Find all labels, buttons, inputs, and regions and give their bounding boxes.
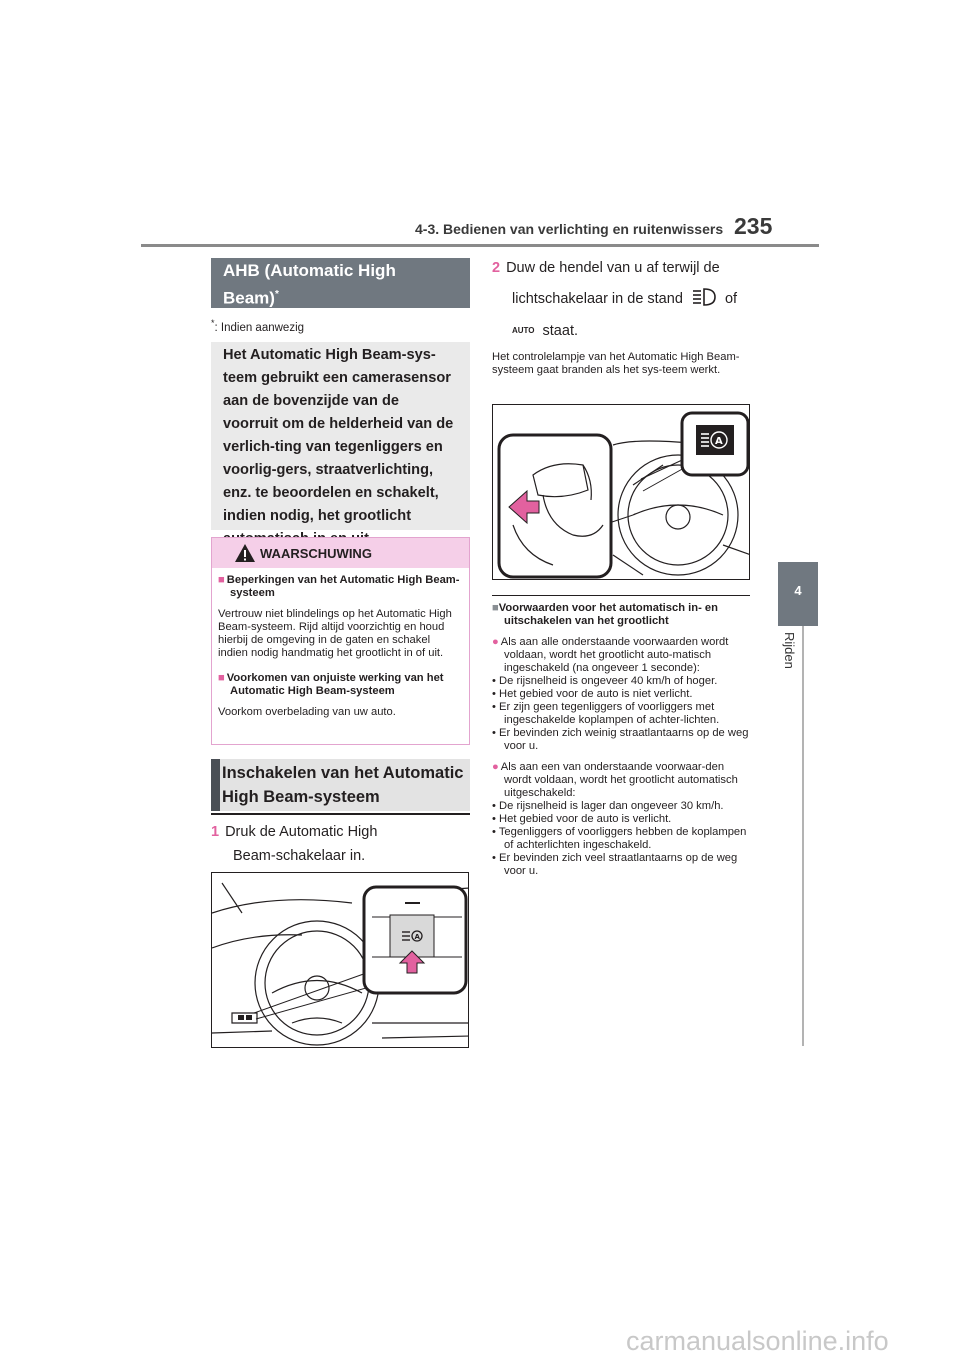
list-item: • Er bevinden zich veel straatlantaarns op de weg voor u. (492, 852, 738, 877)
list-item: • Het gebied voor de auto is niet verlicht. (492, 688, 693, 700)
list-item: • Tegenliggers of voorliggers hebben de koplampen of achterlichten ingeschakeld. (492, 826, 747, 851)
square-bullet-icon: ■ (492, 602, 499, 614)
step-2-line1: Duw de hendel van u af terwijl de (506, 260, 720, 276)
conditions-rule (492, 595, 750, 596)
square-bullet-icon: ■ (218, 672, 225, 684)
side-rule (802, 626, 804, 1046)
footnote-text: : Indien aanwezig (214, 321, 305, 334)
step-2-line3: staat. (542, 323, 578, 339)
ahb-heading (211, 258, 470, 308)
list-item: • Er zijn geen tegenliggers of voorliggers met ingeschakelde koplampen of achter-lichten. (492, 701, 720, 726)
warning-box (211, 537, 470, 745)
figure-ahb-switch (211, 872, 469, 1048)
step-1-number: 1 (211, 824, 220, 840)
page-number: 235 (734, 213, 773, 239)
warning-header (212, 538, 469, 568)
on-intro: ● Als aan alle onderstaande voorwaarden wordt voldaan, wordt het grootlicht auto-matisch ingeschakeld (na ongeveer 1 seconde): (492, 636, 729, 674)
step-2-number: 2 (492, 260, 501, 276)
heading-accent-bar (211, 759, 220, 811)
footnote (211, 318, 304, 334)
list-item: • De rijsnelheid is ongeveer 40 km/h of hoger. (492, 675, 718, 687)
chapter-label: Rijden (782, 632, 797, 669)
list-item: • De rijsnelheid is lager dan ongeveer 30 km/h. (492, 800, 724, 812)
warning-item1-title: ■ Beperkingen van het Automatic High Beam-systeem (218, 574, 460, 599)
off-intro: ● Als aan een van onderstaande voorwaar-den wordt voldaan, wordt het grootlicht automatisch uitgeschakeld: (492, 761, 738, 799)
warning-title: WAARSCHUWING (260, 546, 372, 561)
activate-heading-line1: Inschakelen van het Automatic (222, 764, 464, 782)
ahb-heading-sup: * (274, 289, 279, 300)
square-bullet-icon: ■ (218, 574, 225, 586)
chapter-tab: 4 (778, 562, 818, 626)
intro-box: Het Automatic High Beam-sys-teem gebruikt een camerasensor aan de bovenzijde van de voorruit om de helderheid van de verlich-ting van tegenliggers en voorlig-gers, straatverlichting, enz. te beoordelen en schakelt, indien nodig, het grootlicht (211, 342, 470, 530)
conditions-section (492, 602, 754, 878)
header-rule (141, 244, 819, 247)
conditions-title: ■Voorwaarden voor het automatisch in- en uitschakelen van het grootlicht (492, 602, 718, 627)
circle-bullet-icon: ● (492, 761, 499, 773)
high-beam-icon (691, 287, 717, 307)
step-1-line1: Druk de Automatic High (225, 824, 378, 840)
section-title: 4-3. Bedienen van verlichting en ruitenwissers (415, 221, 724, 237)
warning-item2-title: ■ Voorkomen van onjuiste werking van het Automatic High Beam-systeem (218, 672, 444, 697)
warning-icon (234, 543, 256, 563)
step-1-line2: Beam-schakelaar in. (233, 848, 366, 864)
svg-text:A: A (414, 933, 420, 941)
dashboard-illustration (212, 873, 469, 1048)
figure-lever (492, 404, 750, 580)
activate-heading (220, 759, 470, 811)
list-item: • Er bevinden zich weinig straatlantaarns op de weg voor u. (492, 727, 749, 752)
circle-bullet-icon: ● (492, 636, 499, 648)
heading-rule (211, 813, 470, 815)
list-item: • Het gebied voor de auto is verlicht. (492, 813, 672, 825)
activate-heading-line2: High Beam-systeem (222, 788, 380, 806)
warning-item1-text: Vertrouw niet blindelings op het Automatic High Beam-systeem. Rijd altijd voorzichtig en houd hierbij de omgeving in de gaten en schakel indien nodig handmatig het grootlicht in of uit. (218, 608, 452, 659)
step-2 (492, 253, 762, 347)
step-1 (211, 820, 470, 868)
ahb-heading-line1: AHB (Automatic High (223, 261, 396, 280)
step-2-line2-post: of (724, 291, 738, 307)
warning-item2-text: Voorkom overbelading van uw auto. (218, 706, 396, 718)
svg-text:A: A (715, 436, 723, 447)
ahb-heading-line2: Beam) (223, 288, 275, 308)
lamp-note: Het controlelampje van het Automatic High Beam-systeem gaat branden als het sys-teem werkt. (492, 351, 740, 376)
auto-icon: AUTO (512, 326, 535, 335)
footnote-marker: * (211, 318, 215, 328)
step-2-line2-pre: lichtschakelaar in de stand (512, 291, 683, 307)
lever-illustration (493, 405, 750, 580)
watermark: carmanualsonline.info (626, 1326, 889, 1356)
